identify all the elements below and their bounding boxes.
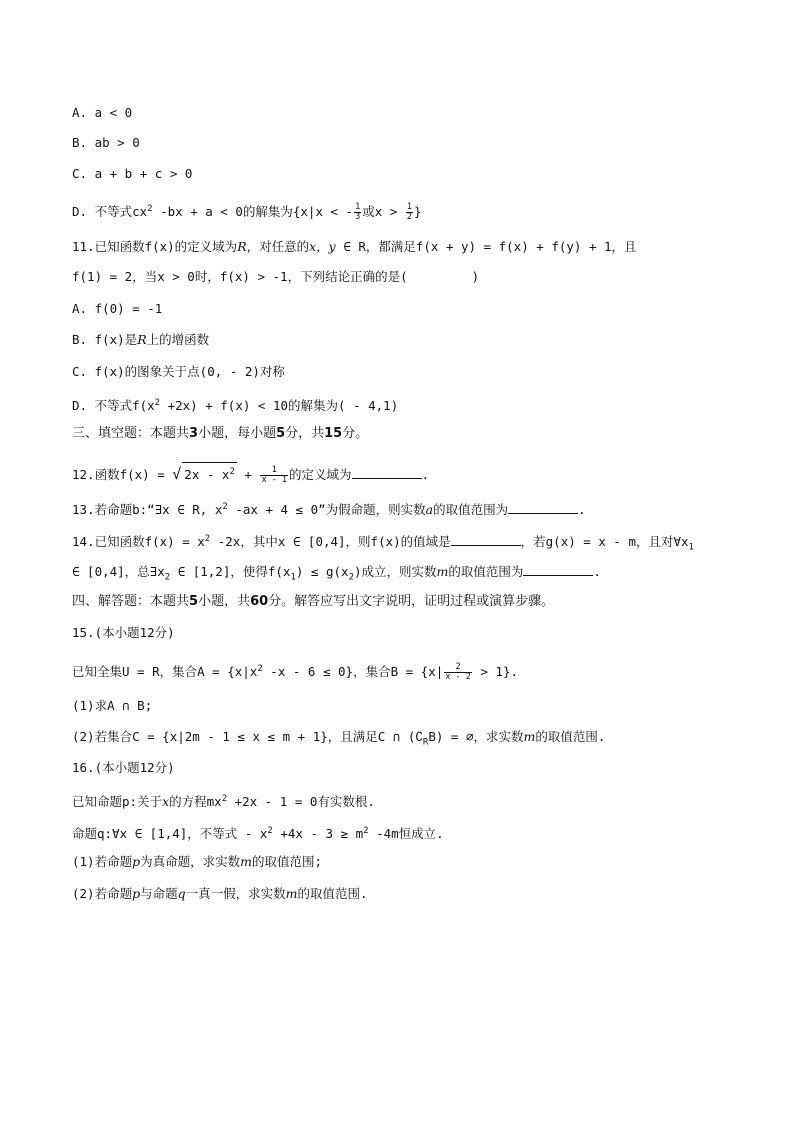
q10-option-d: D. 不等式$cx^2$ -bx + a < 0的解集为{x|x < - $\frac{1}{3}$ 或x > $\frac{1}{2}$ } [72,202,422,223]
q15-heading: 15.(本小题12分) [72,625,175,640]
answer-blank[interactable] [451,531,521,546]
q16-heading: 16.(本小题12分) [72,760,175,775]
section-4-heading: 四、解答题：本题共5小题，共60分。解答应写出文字说明，证明过程或演算步骤。 [72,594,555,609]
q15-stem: 已知全集U = R，集合$A = \{x|x^2$ -x - 6 ≤ 0}，集合B = {x| $\frac{2}{x - 2}$ > 1}. [72,662,519,683]
q11-option-b: B. f(x)是R上的增函数 [72,332,210,347]
sqrt-expression: $2x - x^2$ [182,462,237,484]
q11-stem-line2: f(1) = 2，当x > 0时，f(x) > -1，下列结论正确的是( ) [72,269,480,284]
section-3-heading: 三、填空题：本题共3小题，每小题5分，共15分。 [72,426,369,441]
q10-option-b: B. ab > 0 [72,135,140,150]
q12-stem: 12.函数f(x) = √ $2x - x^2$ + $\frac{1}{x - 1}$ 的定义域为 . [72,462,429,485]
fraction: $\frac{1}{2}$ [406,202,412,223]
answer-blank[interactable] [352,464,422,479]
q11-stem-line1: 11.已知函数f(x)的定义域为R，对任意的x，y ∈ R，都满足f(x + y) = f(x) + f(y) + 1，且 [72,239,637,254]
q16-proposition-q: 命题q:∀x ∈ [1,4]，不等式 - $x^2 +4x - 3 \ge m^2$ -4m恒成立. [72,826,444,842]
q11-option-a: A. f(0) = -1 [72,301,163,316]
q16-part-1: (1)若命题p为真命题，求实数m的取值范围; [72,854,322,869]
q10-option-a: A. a < 0 [72,105,133,120]
answer-blank[interactable] [523,561,593,576]
fraction: $\frac{1}{3}$ [355,202,361,223]
q13-stem: 13.若命题b:“∃x ∈ R, $x^2$ -ax + 4 ≤ 0”为假命题，则实数a的取值范围为 . [72,498,586,519]
q15-part-2: (2)若集合C = {x|2m - 1 ≤ x ≤ m + 1}，且满足C ∩ $(∁_RB)$ = ∅，求实数m的取值范围. [72,729,606,748]
q14-stem-line2: ∈ [0,4]，总$\exists x_2$ ∈ [1,2]，使得$f(x_1) \le g(x_2)$成立，则实数m的取值范围为 . [72,561,601,587]
q16-part-2: (2)若命题p与命题q一真一假，求实数m的取值范围. [72,886,368,901]
fraction: $\frac{1}{x - 1}$ [261,465,288,486]
q14-stem-line1: 14.已知函数$f(x) = x^2$ -2x，其中x ∈ [0,4]，则f(x)的值域是 ，若g(x) = x - m，且对$\forall x_1$ [72,530,694,557]
q15-part-1: (1)求A ∩ B; [72,698,153,713]
fraction: $\frac{2}{x - 2}$ [445,662,471,683]
answer-blank[interactable] [508,499,578,514]
q11-option-d: D. 不等式$f(x^2 +2x) + f(x) < 10$的解集为( - 4,1) [72,398,399,414]
q16-proposition-p: 已知命题p:关于x的方程$mx^2 +2x - 1 = 0$有实数根. [72,794,375,810]
q11-option-c: C. f(x)的图象关于点(0, - 2)对称 [72,364,285,379]
q10-option-c: C. a + b + c > 0 [72,166,193,181]
